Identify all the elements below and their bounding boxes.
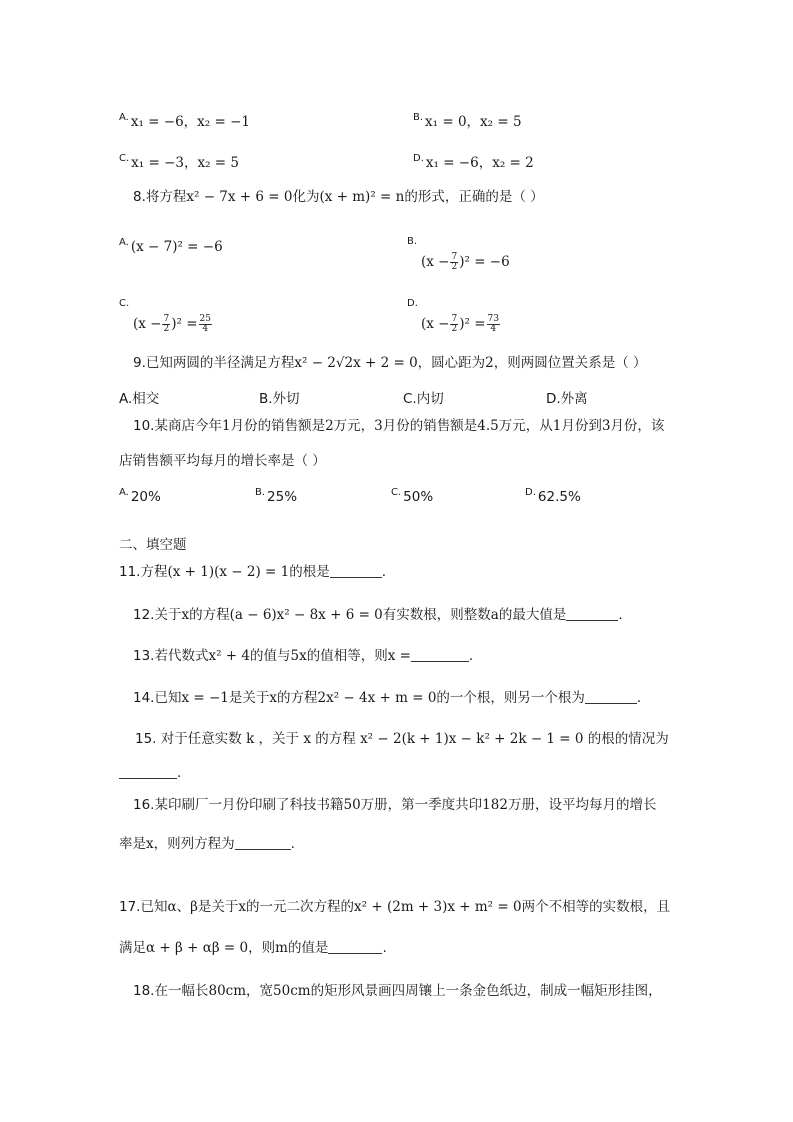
text: ，则 bbox=[248, 940, 276, 956]
text: . bbox=[468, 648, 474, 664]
q8-option-b bbox=[407, 230, 510, 272]
text: ，圆心距为 bbox=[417, 355, 486, 371]
q10-option-c bbox=[391, 483, 433, 507]
q13 bbox=[133, 646, 473, 666]
value: 2 bbox=[325, 418, 334, 434]
text: 15. 对于任意实数 bbox=[135, 731, 242, 747]
denominator: 2 bbox=[451, 262, 458, 272]
answer-blank[interactable] bbox=[119, 764, 177, 779]
fraction bbox=[162, 315, 170, 334]
text: . bbox=[381, 564, 387, 580]
q9-option-d: D.外离 bbox=[546, 391, 588, 407]
text: 的矩形风景画四周镶上一条金色纸边，制成一幅矩形挂图， bbox=[310, 983, 662, 999]
variable: x bbox=[269, 690, 278, 706]
q11 bbox=[119, 562, 386, 582]
q9-option-b: B.外切 bbox=[259, 391, 300, 407]
equation: x² − 7x + 6 = 0 bbox=[186, 189, 293, 205]
numerator: 7 bbox=[163, 314, 170, 324]
option-label: C. bbox=[119, 298, 130, 309]
text: 是关于 bbox=[228, 690, 270, 706]
text: )² = bbox=[171, 316, 198, 332]
answer-blank[interactable] bbox=[411, 647, 469, 662]
q7-option-d bbox=[413, 149, 534, 173]
text: 是关于 bbox=[197, 899, 239, 915]
text: 两个不相等的实数根，且 bbox=[521, 899, 671, 915]
text: 的方程 bbox=[189, 607, 230, 623]
equation: (x + m)² = n bbox=[319, 189, 405, 205]
q8-option-a bbox=[119, 233, 223, 257]
text: 万元，从 bbox=[498, 418, 553, 434]
text: 8.将方程 bbox=[133, 189, 187, 205]
text: 的形式，正确的是（ ） bbox=[404, 189, 544, 205]
denominator: 4 bbox=[490, 324, 497, 334]
option-label: B. bbox=[413, 112, 424, 123]
text: 月份，该 bbox=[610, 418, 665, 434]
option-text bbox=[421, 316, 501, 332]
variable: α bbox=[167, 899, 177, 915]
q9-option-c: C.内切 bbox=[403, 391, 444, 407]
text: 月份的销售额是 bbox=[230, 418, 326, 434]
denominator: 2 bbox=[163, 324, 170, 334]
value: 182 bbox=[482, 797, 508, 813]
option-label: C. bbox=[391, 487, 402, 498]
text: . bbox=[636, 690, 642, 706]
text: 10.某商店今年 bbox=[133, 418, 222, 434]
text: 的值相等，则 bbox=[306, 648, 388, 664]
answer-blank[interactable] bbox=[566, 606, 618, 621]
option-text: 50% bbox=[403, 489, 434, 505]
q16-line1 bbox=[133, 795, 656, 815]
denominator: 2 bbox=[451, 324, 458, 334]
text: 16.某印刷厂一月份印刷了科技书籍 bbox=[133, 797, 344, 813]
variable: x bbox=[146, 836, 154, 852]
text: )² = bbox=[459, 316, 486, 332]
q10-option-d bbox=[525, 483, 581, 507]
text: . bbox=[290, 836, 295, 852]
text: (x − bbox=[421, 254, 450, 270]
option-label: B. bbox=[255, 487, 266, 498]
text: 满足 bbox=[119, 940, 146, 956]
option-text: x₁ = 0，x₂ = 5 bbox=[425, 114, 522, 130]
equation: x² − 2(k + 1)x − k² + 2k − 1 = 0 bbox=[360, 731, 584, 747]
fraction bbox=[199, 315, 212, 334]
option-label: C. bbox=[119, 153, 130, 164]
q10-stem-line2: 店销售额平均每月的增长率是（ ） bbox=[119, 453, 326, 469]
text: 的最大值是 bbox=[498, 607, 567, 623]
option-label: D. bbox=[413, 153, 424, 164]
text: 的根是 bbox=[289, 564, 330, 580]
text: (x − bbox=[133, 316, 162, 332]
answer-blank[interactable] bbox=[328, 939, 382, 954]
expression: x = −1 bbox=[181, 690, 229, 706]
text: ，关于 bbox=[258, 731, 300, 747]
variable: β bbox=[190, 899, 198, 915]
q8-stem bbox=[133, 187, 544, 207]
value: 1 bbox=[552, 418, 562, 434]
option-text bbox=[133, 316, 213, 332]
text: 9.已知两圆的半径满足方程 bbox=[133, 355, 295, 371]
fraction bbox=[450, 315, 458, 334]
option-text: x₁ = −3，x₂ = 5 bbox=[131, 155, 240, 171]
text: 万元， bbox=[333, 418, 375, 434]
text: 17.已知 bbox=[119, 899, 168, 915]
q9-option-a: A.相交 bbox=[119, 391, 160, 407]
q10-option-a bbox=[119, 483, 161, 507]
q10-stem-line1 bbox=[133, 416, 664, 436]
equation: 2x² − 4x + m = 0 bbox=[317, 690, 437, 706]
option-text: (x − 7)² = −6 bbox=[130, 239, 223, 255]
option-label: D. bbox=[407, 298, 418, 309]
text: 12.关于 bbox=[133, 607, 182, 623]
text: 的方程 bbox=[315, 731, 356, 747]
value: 80cm bbox=[208, 983, 247, 999]
expression: x² + 4 bbox=[208, 648, 250, 664]
q15 bbox=[135, 729, 669, 749]
value: 50 bbox=[343, 797, 361, 813]
expression: x = bbox=[387, 648, 411, 664]
q12 bbox=[133, 605, 623, 625]
answer-blank[interactable] bbox=[585, 689, 637, 704]
value: 3 bbox=[601, 418, 611, 434]
q8-option-d bbox=[407, 292, 501, 334]
text: 的根的情况为 bbox=[587, 731, 669, 747]
text: 月份的销售额是 bbox=[382, 418, 478, 434]
option-label: D. bbox=[525, 487, 536, 498]
q7-option-b bbox=[413, 108, 522, 132]
q9-stem bbox=[133, 353, 647, 373]
text: ，则列方程为 bbox=[153, 836, 235, 852]
q10-option-b bbox=[255, 483, 297, 507]
q17-line1 bbox=[119, 897, 670, 917]
variable: m bbox=[275, 940, 288, 956]
text: 的一元二次方程的 bbox=[246, 899, 355, 915]
q17-line2 bbox=[119, 938, 387, 958]
q7-option-c bbox=[119, 149, 239, 173]
option-text: 25% bbox=[267, 489, 298, 505]
numerator: 7 bbox=[451, 252, 458, 262]
text: 万册，设平均每月的增长 bbox=[507, 797, 657, 813]
text: 的值是 bbox=[287, 940, 329, 956]
variable: a bbox=[490, 607, 499, 623]
option-text bbox=[421, 254, 510, 270]
option-label: A. bbox=[119, 112, 129, 123]
section-heading: 二、填空题 bbox=[119, 537, 187, 553]
option-label: A. bbox=[119, 237, 129, 248]
option-text: 62.5% bbox=[537, 489, 581, 505]
numerator: 7 bbox=[451, 314, 458, 324]
equation: x² − 2√2x + 2 = 0 bbox=[294, 355, 418, 371]
value: 2 bbox=[485, 355, 494, 371]
equation: x² + (2m + 3)x + m² = 0 bbox=[354, 899, 522, 915]
value: 50cm bbox=[273, 983, 311, 999]
q16-line2 bbox=[119, 834, 295, 854]
text: (x − bbox=[421, 316, 450, 332]
q18-line1 bbox=[133, 981, 662, 1001]
value: 3 bbox=[374, 418, 383, 434]
text: 13.若代数式 bbox=[133, 648, 209, 664]
q15-answer-line bbox=[119, 763, 181, 783]
variable: x bbox=[303, 731, 311, 747]
text: 月份到 bbox=[561, 418, 602, 434]
fraction bbox=[487, 315, 500, 334]
option-text: x₁ = −6，x₂ = 2 bbox=[425, 155, 534, 171]
text: 14.已知 bbox=[133, 690, 182, 706]
text: 的方程 bbox=[277, 690, 318, 706]
variable: x bbox=[238, 899, 247, 915]
text: 万册，第一季度共印 bbox=[360, 797, 483, 813]
text: 的一个根，则另一个根为 bbox=[436, 690, 585, 706]
option-text: 20% bbox=[130, 489, 161, 505]
expression: 5x bbox=[290, 648, 307, 664]
fraction bbox=[450, 253, 458, 272]
equation: (a − 6)x² − 8x + 6 = 0 bbox=[229, 607, 383, 623]
variable: x bbox=[181, 607, 190, 623]
text: 化为 bbox=[292, 189, 320, 205]
option-label: A. bbox=[119, 487, 129, 498]
equation: (x + 1)(x − 2) = 1 bbox=[167, 564, 290, 580]
answer-blank[interactable] bbox=[235, 835, 291, 850]
value: 1 bbox=[221, 418, 231, 434]
text: 的值与 bbox=[250, 648, 291, 664]
denominator: 4 bbox=[202, 324, 209, 334]
numerator: 73 bbox=[487, 314, 499, 324]
value: 4.5 bbox=[477, 418, 499, 434]
text: 11.方程 bbox=[119, 564, 168, 580]
expression: α + β + αβ = 0 bbox=[146, 940, 249, 956]
variable: k bbox=[246, 731, 255, 747]
text: ，宽 bbox=[246, 983, 274, 999]
text: . bbox=[177, 765, 182, 781]
text: )² = −6 bbox=[459, 254, 510, 270]
q14 bbox=[133, 688, 641, 708]
option-label: B. bbox=[407, 236, 418, 247]
text: . bbox=[618, 607, 623, 623]
text: 有实数根，则整数 bbox=[382, 607, 491, 623]
text: . bbox=[382, 940, 387, 956]
option-text: x₁ = −6，x₂ = −1 bbox=[130, 114, 250, 130]
q7-option-a bbox=[119, 108, 250, 132]
text: 、 bbox=[176, 899, 191, 915]
answer-blank[interactable] bbox=[330, 563, 382, 578]
text: 18.在一幅长 bbox=[133, 983, 209, 999]
q8-option-c bbox=[119, 292, 213, 334]
text: 率是 bbox=[119, 836, 146, 852]
text: ，则两圆位置关系是（ ） bbox=[493, 355, 647, 371]
numerator: 25 bbox=[199, 314, 211, 324]
